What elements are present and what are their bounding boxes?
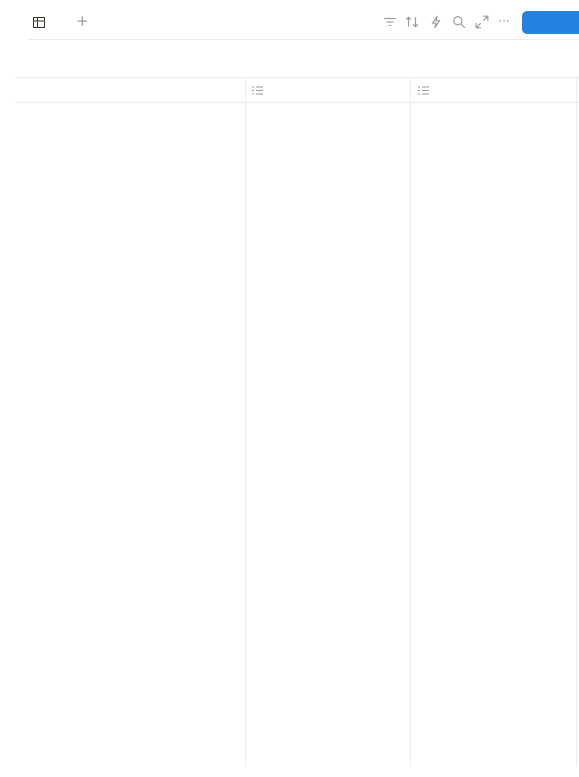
expand-icon[interactable] xyxy=(475,15,489,29)
toolbar xyxy=(0,0,579,40)
header-term[interactable] xyxy=(252,78,268,102)
view-tab-table[interactable] xyxy=(33,12,51,32)
column-divider xyxy=(245,77,246,766)
column-divider xyxy=(576,77,577,766)
new-button[interactable] xyxy=(522,11,579,34)
header-name[interactable] xyxy=(20,78,25,102)
filter-icon[interactable] xyxy=(383,15,397,29)
list-icon xyxy=(252,86,263,95)
automation-icon[interactable] xyxy=(429,15,443,29)
toolbar-divider xyxy=(27,39,579,40)
add-view-icon[interactable]: + xyxy=(76,12,89,30)
header-type[interactable] xyxy=(418,78,434,102)
table-header xyxy=(15,77,579,103)
more-icon[interactable]: ··· xyxy=(498,14,510,28)
column-divider xyxy=(410,77,411,766)
sort-icon[interactable] xyxy=(405,15,419,29)
search-icon[interactable] xyxy=(452,15,466,29)
list-icon xyxy=(418,86,429,95)
table-icon xyxy=(33,17,45,28)
